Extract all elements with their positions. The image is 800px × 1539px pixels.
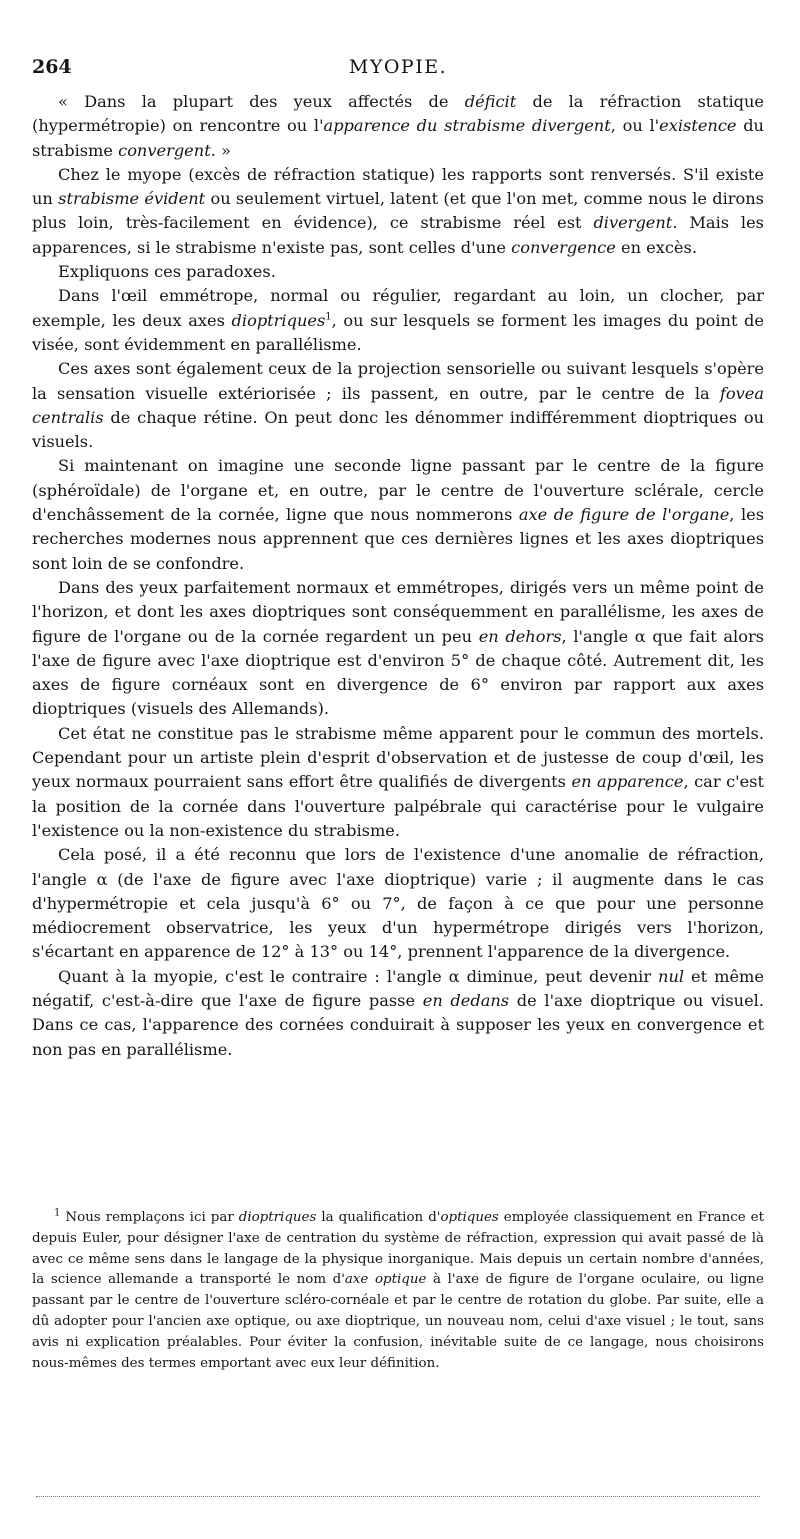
- text-run: Chez le myope (excès de réfraction statique) les rapports sont renversés. S'il existe un: [32, 164, 764, 209]
- text-run: , car c'est la position de la cornée dans l'ouverture palpébrale qui caractérise pour le vulgaire l'existence ou la non-existence du strabisme.: [32, 772, 764, 840]
- italic-text: existence: [659, 116, 737, 136]
- text-run: Quant à la myopie, c'est le contraire : l'angle α diminue, peut devenir: [58, 966, 659, 986]
- italic-text: en apparence: [571, 772, 684, 792]
- page-number: 264: [32, 56, 72, 78]
- text-run: Ces axes sont également ceux de la projection sensorielle ou suivant lesquels s'opère la sensation visuelle extériorisée ; ils passent, en outre, par le centre de la: [32, 359, 764, 403]
- text-run: employée classiquement en France et depuis Euler, pour désigner l'axe de centration du système de réfraction, expression qui avait passé de là avec ce même sens dans le langage de la physique inorganique. Mais depuis un certain nombre d'années, la science allemande a transporté le nom d': [32, 1210, 764, 1288]
- paragraph: [32, 965, 764, 1062]
- paragraph: [32, 284, 764, 357]
- text-run: , les recherches modernes nous apprennent que ces dernières lignes et les axes dioptriques sont loin de se confondre.: [32, 505, 765, 573]
- footnote: [32, 1208, 764, 1374]
- paragraph: [32, 260, 764, 284]
- text-run: Expliquons ces paradoxes.: [58, 262, 276, 282]
- italic-text: optiques: [440, 1210, 499, 1225]
- italic-text: en dehors: [478, 626, 562, 646]
- text-run: , ou l': [610, 116, 660, 136]
- text-run: Dans des yeux parfaitement normaux et emmétropes, dirigés vers un même point de l'horizon, et dont les axes dioptriques sont conséquemment en parallélisme, les axes de figure de l'organe ou de la cornée regardent un peu: [32, 577, 764, 646]
- text-run: Nous remplaçons ici par: [60, 1210, 239, 1225]
- paragraph: [32, 163, 764, 260]
- italic-text: convergence: [511, 237, 616, 257]
- italic-text: divergent: [593, 213, 673, 233]
- italic-text: dioptriques: [231, 310, 326, 330]
- text-run: e, cercle d'enchâssement de la cornée, ligne que nous nommerons: [32, 480, 764, 525]
- italic-text: déficit: [464, 92, 517, 111]
- italic-text: apparence du strabisme divergent: [323, 116, 611, 136]
- text-run: . »: [210, 140, 231, 160]
- footnote-marker: 1: [325, 311, 332, 323]
- paragraph: [32, 843, 764, 964]
- italic-text: dioptriques: [238, 1210, 317, 1225]
- footnote-paragraph: [32, 1208, 764, 1374]
- italic-text: nul: [658, 966, 685, 986]
- paragraph: [32, 576, 764, 722]
- italic-text: en dedans: [422, 990, 510, 1010]
- text-run: de l'axe dioptrique ou visuel. Dans ce cas, l'apparence des cornées conduirait à supposer les yeux en convergence et non pas en parallélisme.: [32, 990, 764, 1059]
- text-run: à l'axe de figure de l'organe oculaire, ou ligne passant par le centre de l'ouverture scléro-cornéale et par le centre de rotation du globe. Par suite, elle a dû adopter pour l'ancien axe optique, ou axe dioptrique, un nouveau nom, celui d'axe visuel ; le tout, sans avis ni explication préalables. Pour éviter la confusion, inévitable suite de ce langage, nous choisirons nous-mêmes des termes emportant avec eux leur définition.: [32, 1272, 764, 1371]
- text-run: du strabisme: [32, 116, 764, 160]
- italic-text: axe optique: [344, 1272, 427, 1288]
- italic-text: convergent: [118, 140, 211, 160]
- paragraph: [32, 454, 764, 575]
- text-run: Dans l'œil emmétrope, normal ou régulier, regardant au loin, un clocher, par exemple, les deux axes: [32, 286, 764, 330]
- text-run: , ou sur lesquels se forment les images du point de visée, sont évidemment en parallélisme.: [32, 310, 764, 354]
- bottom-rule: [36, 1496, 760, 1497]
- text-run: Si maintenant on imagine une seconde ligne passant par le centre de la figure (sphéroïdale) de l'organe et, en outre, par le centre de l'ouverture scléral: [32, 456, 764, 500]
- text-run: de chaque rétine. On peut donc les dénommer indifféremment dioptriques ou visuels.: [32, 407, 764, 452]
- running-title: MYOPIE.: [348, 56, 448, 78]
- text-run: Cela posé, il a été reconnu que lors de l'existence d'une anomalie de réfraction, l'angle α (de l'axe de figure avec l'axe dioptrique) varie ; il augmente dans le cas d'hypermétropie et cela jusqu'à 6° ou 7°, de façon à ce que pour une personne médiocrement observatrice, les yeux d'un hypermétrope dirigés vers l'horizon, s'écartant en apparence de 12° à 13° ou 14°, prennent l'apparence de la divergence.: [32, 845, 764, 962]
- text-run: , l'angle α que fait alors l'axe de figure avec l'axe dioptrique est d'environ 5° de chaque côté. Autrement dit, les axes de figure cornéaux sont en divergence de 6° environ par rapport aux axes dioptriques (visuels des Allemands).: [32, 626, 764, 719]
- body-text: [32, 90, 764, 1062]
- text-run: de la réfraction statique (hypermétropie) on rencontre ou l': [32, 92, 765, 136]
- italic-text: strabisme évident: [58, 189, 206, 209]
- text-run: ou seulement virtuel, latent (et que l'on met, comme nous le dirons plus loin, très-facilement en évidence), ce strabisme réel est: [32, 189, 764, 233]
- italic-text: axe de figure de l'organe: [518, 505, 730, 525]
- italic-text: fovea centralis: [32, 383, 764, 427]
- paragraph: [32, 90, 764, 163]
- text-run: Cet état ne constitue pas le strabisme même apparent pour le commun des mortels. Cependant pour un artiste plein d'esprit d'observation et de justesse de coup d'œil, les yeux normaux pourraient sans effort être qualifiés de divergents: [32, 723, 764, 792]
- text-run: en excès.: [615, 237, 697, 257]
- text-run: . Mais les apparences, si le strabisme n'existe pas, sont celles d'une: [32, 213, 764, 257]
- text-run: et même négatif, c'est-à-dire que l'axe de figure passe: [32, 966, 764, 1010]
- running-header: [32, 56, 764, 84]
- paragraph: [32, 357, 764, 454]
- text-run: « Dans la plupart des yeux affectés de: [58, 92, 465, 111]
- text-run: la qualification d': [316, 1210, 441, 1225]
- footnote-marker: 1: [54, 1207, 61, 1219]
- paragraph: [32, 722, 764, 843]
